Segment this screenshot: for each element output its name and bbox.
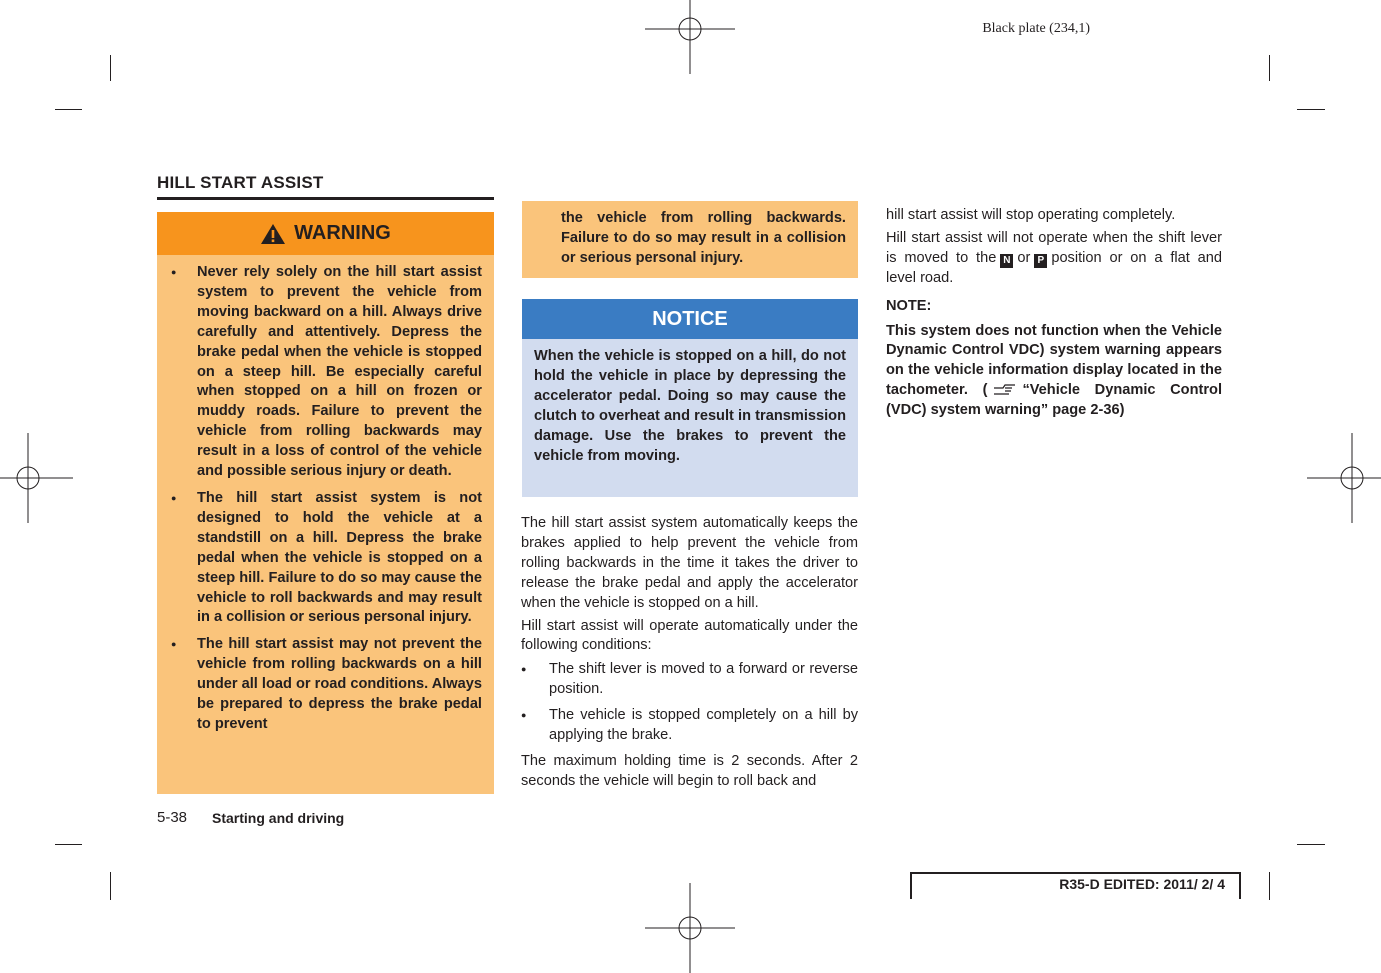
body-paragraph: hill start assist will stop operating completely.	[886, 207, 1176, 223]
warning-list	[157, 255, 494, 735]
notice-text: When the vehicle is stopped on a hill, do not hold the vehicle in place by depressing the accelerator pedal. Doing so may cause the clutch to overheat and result in transmission damage. Use the brakes to prevent the vehicle from moving.	[534, 348, 846, 464]
warning-continuation-text: the vehicle from rolling backwards. Failure to do so may result in a collision or serious personal injury.	[561, 210, 846, 266]
page-number: 5-38	[157, 809, 188, 826]
crop-mark	[55, 844, 82, 845]
notice-label: NOTICE	[652, 307, 728, 330]
body-paragraph: The maximum holding time is 2 seconds. After 2 seconds the vehicle will begin to roll back and	[521, 752, 858, 789]
body-text: Hill start assist will not operate when the shift lever is moved to the	[886, 229, 1222, 266]
edited-stamp	[910, 872, 1241, 899]
crop-mark	[1297, 844, 1325, 845]
cross-reference: “Vehicle Dynamic Control (VDC) system warning” page 2-36)	[886, 382, 1223, 419]
warning-triangle-icon	[260, 223, 286, 245]
warning-header	[157, 212, 494, 255]
registration-mark-icon	[1307, 433, 1381, 523]
note-label: NOTE:	[886, 297, 932, 314]
warning-box	[157, 212, 494, 794]
crop-mark	[1297, 109, 1325, 110]
crop-mark	[1269, 872, 1270, 900]
list-item: ● The shift lever is moved to a forward or reverse position.	[521, 660, 858, 700]
pointing-hand-icon	[993, 382, 1019, 396]
body-column-middle	[521, 514, 858, 795]
registration-mark-icon	[0, 433, 73, 523]
list-item: ● The vehicle is stopped completely on a hill by applying the brake.	[521, 706, 858, 746]
body-paragraph: Hill start assist will operate automatically under the following conditions:	[521, 617, 858, 654]
shift-n-key-icon: N	[1000, 254, 1013, 268]
notice-header	[522, 299, 858, 339]
crop-mark	[55, 109, 82, 110]
warning-continuation-box	[522, 201, 858, 278]
chapter-title: Starting and driving	[212, 810, 345, 826]
crop-mark	[110, 55, 111, 81]
registration-mark-icon	[645, 0, 735, 74]
crop-mark	[1269, 55, 1270, 81]
body-column-right	[886, 206, 1222, 424]
warning-item: ● Never rely solely on the hill start assist system to prevent the vehicle from moving backward on a hill. Always drive carefully and attentively. Depress the brake pedal when the vehicle is stopped on a steep hill. Be especially careful when stopped on a hill on frozen or muddy roads. Failure to prevent the vehicle from rolling backwards may result in a loss of control of the vehicle and possible serious injury or death.	[169, 263, 482, 482]
note-text	[886, 322, 1222, 422]
body-paragraph: The hill start assist system automatically keeps the brakes applied to help prevent the vehicle from rolling backwards in the time it takes the driver to release the brake pedal and apply the accelerator when the vehicle is stopped on a hill.	[521, 515, 858, 611]
shift-p-key-icon: P	[1034, 254, 1047, 268]
registration-mark-icon	[645, 883, 735, 973]
edited-text: R35-D EDITED: 2011/ 2/ 4	[1059, 876, 1225, 892]
warning-label: WARNING	[294, 222, 391, 244]
section-title: HILL START ASSIST	[157, 173, 324, 192]
body-text: or	[1017, 249, 1031, 266]
crop-mark	[110, 872, 111, 900]
note-ref-open: (	[982, 382, 988, 399]
body-text: position or on a flat and level road.	[886, 249, 1222, 286]
body-paragraph	[886, 229, 1222, 289]
warning-item: ● The hill start assist system is not designed to hold the vehicle at a standstill on a hill. Depress the brake pedal when the vehicle is stopped on a steep hill. Failure to do so may cause the vehicle to roll backwards and may result in a collision or serious personal injury.	[169, 489, 482, 628]
conditions-list	[521, 660, 858, 746]
notice-box	[522, 299, 858, 497]
plate-label: Black plate (234,1)	[982, 21, 1090, 36]
section-rule	[157, 197, 494, 200]
warning-item: ● The hill start assist may not prevent the vehicle from rolling backwards on a hill under all load or road conditions. Always be prepared to depress the brake pedal to prevent	[169, 635, 482, 735]
note-body: This system does not function when the Vehicle Dynamic Control VDC) system warning appears on the vehicle information display located in the tachometer.	[886, 322, 1222, 399]
